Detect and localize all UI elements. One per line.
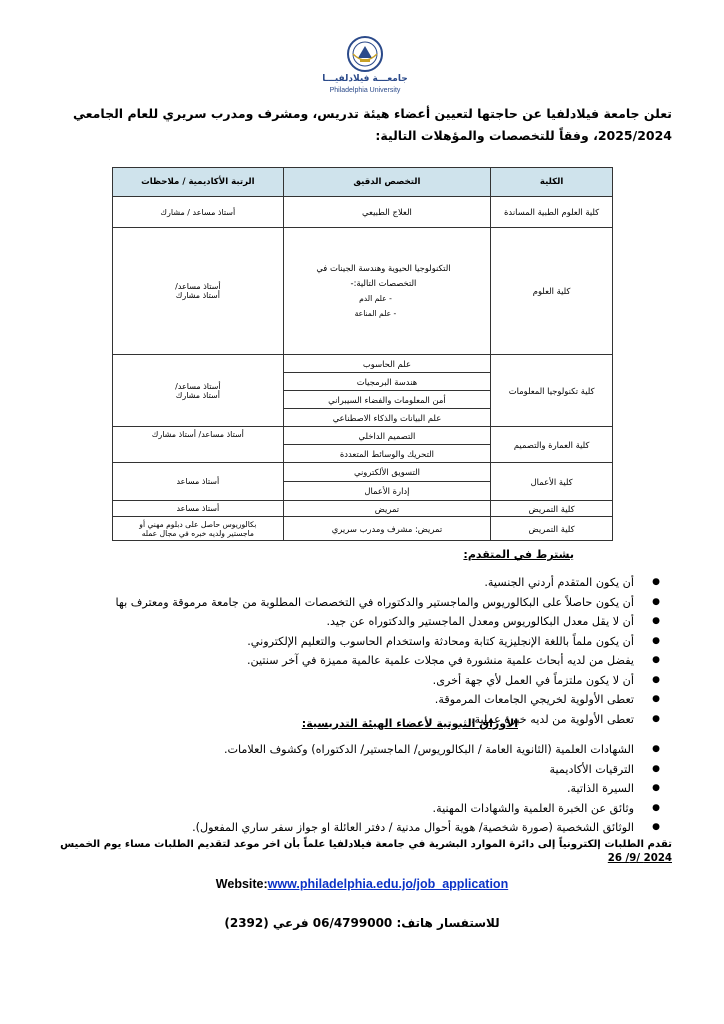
bullet-icon: ● xyxy=(652,763,660,774)
list-item: ● أن لا يكون ملتزماً في العمل لأي جهة أخرى. xyxy=(60,671,640,691)
specialty-cell: العلاج الطبيعي xyxy=(283,197,491,228)
rank-line: أستاذ مشارك xyxy=(175,291,220,300)
specialty-cell xyxy=(283,228,491,355)
specialty-line: التخصصات التالية:- xyxy=(350,278,417,288)
deadline-text: تقدم الطلبات إلكترونياً إلى دائرة الموارد البشرية في جامعة فيلادلفيا علماً بأن اخر موعد لتقديم الطلبات مساء يوم الخميس xyxy=(60,839,672,850)
requirements-list xyxy=(60,573,660,729)
contact-phone: للاستفسار هاتف: 06/4799000 فرعي (2392) xyxy=(224,916,500,930)
specialty-cell: التصميم الداخلي xyxy=(283,427,491,445)
university-emblem-icon xyxy=(347,36,383,72)
documents-list xyxy=(60,740,660,838)
bullet-icon: ● xyxy=(652,822,660,832)
list-item: ● أن يكون المتقدم أردني الجنسية. xyxy=(60,573,640,593)
rank-line: أستاذ مساعد/ xyxy=(175,282,221,291)
bullet-icon: ● xyxy=(652,744,660,754)
documents-title: الأوراق الثبوتية لأعضاء الهيئة التدريسية: xyxy=(301,717,518,730)
rank-cell xyxy=(113,355,284,427)
logo-english-name: Philadelphia University xyxy=(329,87,401,94)
table-row xyxy=(113,517,613,541)
bullet-icon: ● xyxy=(652,635,660,646)
positions-table xyxy=(112,167,613,541)
specialty-line: التكنولوجيا الحيوية وهندسة الجينات في xyxy=(316,263,451,273)
specialty-subitem: - علم الدم xyxy=(359,294,392,303)
headline-line-2: 2025/2024، وفقاً للتخصصات والمؤهلات التالية: xyxy=(375,128,672,143)
table-row xyxy=(113,463,613,482)
bullet-icon: ● xyxy=(652,802,660,813)
rank-line: بكالوريوس حاصل على دبلوم مهني أو xyxy=(139,519,257,529)
specialty-cell: إدارة الأعمال xyxy=(283,482,491,501)
rank-cell: أستاذ مساعد xyxy=(113,501,284,517)
table-row xyxy=(113,355,613,373)
specialty-cell: تمريض: مشرف ومدرب سريري xyxy=(283,517,491,541)
bullet-icon: ● xyxy=(652,713,660,724)
requirements-title: يشترط في المتقدم: xyxy=(463,548,574,561)
table-row xyxy=(113,228,613,355)
list-item: ● تعطى الأولوية من لديه خبره عملية. xyxy=(60,710,640,730)
list-item: ● السيرة الذاتية. xyxy=(60,779,640,799)
header-specialty: التخصص الدقيق xyxy=(283,168,491,197)
rank-line: ماجستير ولديه خبره في مجال عمله xyxy=(141,528,254,538)
college-cell: كلية العلوم الطبية المساندة xyxy=(491,197,613,228)
college-cell: كلية العلوم xyxy=(491,228,613,355)
list-item: ● الترقيات الأكاديمية xyxy=(60,760,640,780)
college-cell: كلية تكنولوجيا المعلومات xyxy=(491,355,613,427)
rank-line: أستاذ مساعد/ xyxy=(175,381,221,391)
list-item: ● تعطى الأولوية لخريجي الجامعات المرموقة. xyxy=(60,690,640,710)
list-item: ● أن يكون ملماً باللغة الإنجليزية كتابة ومحادثة واستخدام الحاسوب والتعليم الإلكتروني. xyxy=(60,632,640,652)
bullet-icon: ● xyxy=(652,783,660,793)
rank-line: أستاذ مشارك xyxy=(175,390,220,400)
list-item: ● الشهادات العلمية (الثانوية العامة / البكالوريوس/ الماجستير/ الدكتوراه) وكشوف العلامات. xyxy=(60,740,640,760)
specialty-cell: التسويق الألكتروني xyxy=(283,463,491,482)
rank-cell: أستاذ مساعد xyxy=(113,463,284,501)
rank-cell: أستاذ مساعد / مشارك xyxy=(113,197,284,228)
specialty-cell: علم الحاسوب xyxy=(283,355,491,373)
bullet-icon: ● xyxy=(652,694,660,704)
table-row xyxy=(113,501,613,517)
bullet-icon: ● xyxy=(652,596,660,607)
header-rank: الرتبة الأكاديمية / ملاحظات xyxy=(113,168,284,197)
bullet-icon: ● xyxy=(652,655,660,665)
table-row xyxy=(113,427,613,445)
header-college: الكلية xyxy=(491,168,613,197)
list-item: ● أن يكون حاصلاً على البكالوريوس والماجستير والدكتوراه في التخصصات المطلوبة من جامعة مرموقة ومعترف بها xyxy=(60,593,640,613)
specialty-cell: التحريك والوسائط المتعددة xyxy=(283,445,491,463)
college-cell: كلية التمريض xyxy=(491,501,613,517)
rank-cell: أستاذ مساعد/ أستاذ مشارك xyxy=(113,427,284,463)
college-cell: كلية العمارة والتصميم xyxy=(491,427,613,463)
headline-line-1: تعلن جامعة فيلادلفيا عن حاجتها لتعيين أعضاء هيئة تدريس، ومشرف ومدرب سريري للعام الجامعي xyxy=(72,106,672,121)
college-cell: كلية التمريض xyxy=(491,517,613,541)
website-label: Website: xyxy=(215,877,268,891)
list-item: ● الوثائق الشخصية (صورة شخصية/ هوية أحوال مدنية / دفتر العائلة او جواز سفر ساري المفعول). xyxy=(60,818,640,838)
specialty-cell: هندسة البرمجيات xyxy=(283,373,491,391)
specialty-cell: أمن المعلومات والفضاء السيبراني xyxy=(283,391,491,409)
list-item: ● يفضل من لديه أبحاث علمية منشورة في مجلات علمية عالمية مميزة في آخر سنتين. xyxy=(60,651,640,671)
specialty-cell: علم البيانات والذكاء الاصطناعي xyxy=(283,409,491,427)
list-item: ● أن لا يقل معدل البكالوريوس ومعدل الماجستير والدكتوراه عن جيد. xyxy=(60,612,640,632)
specialty-subitem: - علم المناعة xyxy=(354,309,397,318)
deadline-date: 2024 /9/ 26 xyxy=(607,853,672,864)
specialty-cell: تمريض xyxy=(283,501,491,517)
bullet-icon: ● xyxy=(652,616,660,626)
university-logo xyxy=(318,36,412,100)
list-item: ● وثائق عن الخبرة العلمية والشهادات المهنية. xyxy=(60,799,640,819)
bullet-icon: ● xyxy=(652,577,660,587)
college-cell: كلية الأعمال xyxy=(491,463,613,501)
job-application-link[interactable]: www.philadelphia.edu.jo/job_application xyxy=(267,877,509,891)
website-line xyxy=(0,877,724,891)
rank-cell xyxy=(113,517,284,541)
bullet-icon: ● xyxy=(652,674,660,685)
deadline-notice xyxy=(32,838,672,866)
table-header-row xyxy=(113,168,613,197)
table-row xyxy=(113,197,613,228)
rank-cell xyxy=(113,228,284,355)
logo-arabic-name: جامعـــة فيلادلفيـــا xyxy=(322,74,408,84)
